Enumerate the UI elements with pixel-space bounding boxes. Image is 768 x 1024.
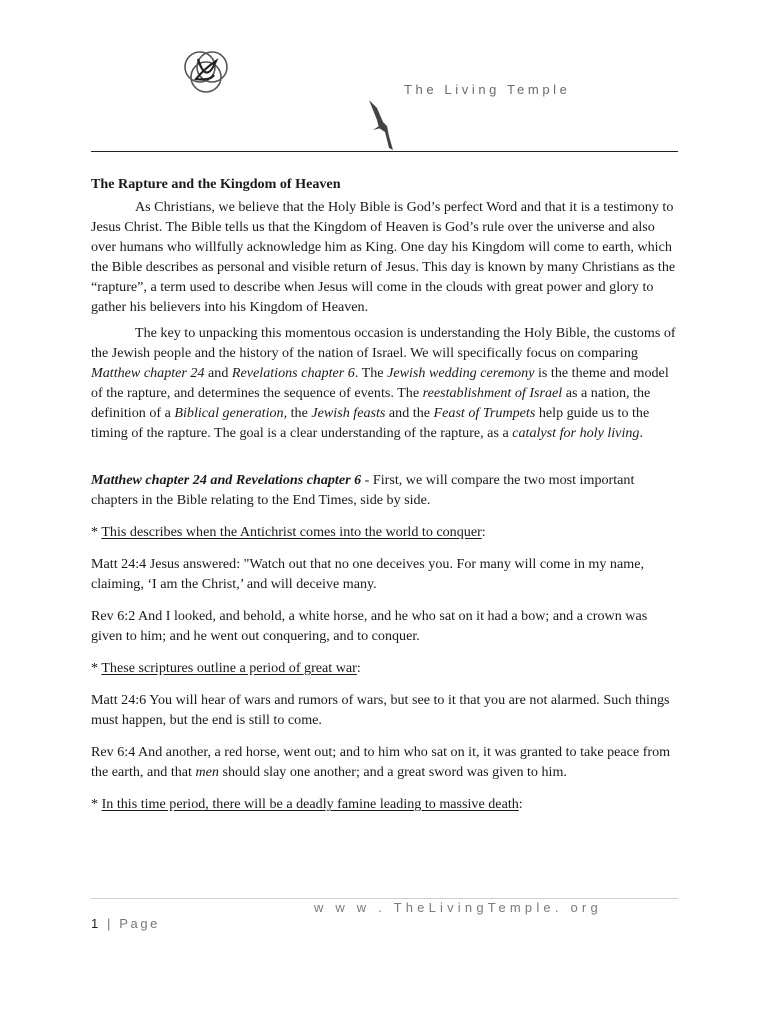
verse-rev-6-4: Rev 6:4 And another, a red horse, went out; and to him who sat on it, it was granted to take peace from the earth, and that men should slay one another; and a great sword was given to him. xyxy=(91,744,671,780)
document-body xyxy=(91,174,679,814)
key-paragraph: The key to unpacking this momentous occasion is understanding the Holy Bible, the customs of the Jewish people and the history of the nation of Israel. We will specifically focus on comparing Matthew chapter 24 and Revelations chapter 6. The Jewish wedding ceremony is the theme and model of the rapture, and determines the sequence of events. The reestablishment of Israel as a nation, the definition of a Biblical generation, the Jewish feasts and the Feast of Trumpets help guide us to the timing of the rapture. The goal is a clear understanding of the rapture, as a catalyst for holy living. xyxy=(91,325,676,441)
verse-rev-6-2: Rev 6:2 And I looked, and behold, a white horse, and he who sat on it had a bow; and a crown was given to him; and he went out conquering, and to conquer. xyxy=(91,608,648,644)
footer-divider xyxy=(91,898,678,899)
bullet-great-war: * These scriptures outline a period of great war: xyxy=(91,660,361,676)
eagle-icon xyxy=(365,98,397,152)
verse-matt-24-6: Matt 24:6 You will hear of wars and rumors of wars, but see to it that you are not alarmed. Such things must happen, but the end is still to come. xyxy=(91,692,670,728)
section-intro: Matthew chapter 24 and Revelations chapter 6 - First, we will compare the two most important chapters in the Bible relating to the End Times, side by side. xyxy=(91,472,635,508)
document-title: The Rapture and the Kingdom of Heaven xyxy=(91,176,341,192)
intro-paragraph: As Christians, we believe that the Holy Bible is God’s perfect Word and that it is a testimony to Jesus Christ. The Bible tells us that the Kingdom of Heaven is God’s rule over the universe and also over humans who willfully acknowledge him as King. One day his Kingdom will come to earth, which the Bible describes as personal and visible return of Jesus. This day is known by many Christians as the “rapture”, a term used to describe when Jesus will come in the clouds with great power and glory to gather his believers into his Kingdom of Heaven. xyxy=(91,199,676,315)
bullet-antichrist: * This describes when the Antichrist comes into the world to conquer: xyxy=(91,524,486,540)
bullet-famine: * In this time period, there will be a deadly famine leading to massive death: xyxy=(91,796,523,812)
site-name: The Living Temple xyxy=(404,82,571,97)
verse-matt-24-4: Matt 24:4 Jesus answered: "Watch out that no one deceives you. For many will come in my name, claiming, ‘I am the Christ,’ and will deceive many. xyxy=(91,556,644,592)
triquetra-logo-icon xyxy=(176,45,236,97)
footer-url: w w w . TheLivingTemple. org xyxy=(314,900,602,915)
page-number: 1 | Page xyxy=(91,916,161,931)
header-divider xyxy=(91,151,678,152)
section-heading: Matthew chapter 24 and Revelations chapter 6 xyxy=(91,472,362,488)
